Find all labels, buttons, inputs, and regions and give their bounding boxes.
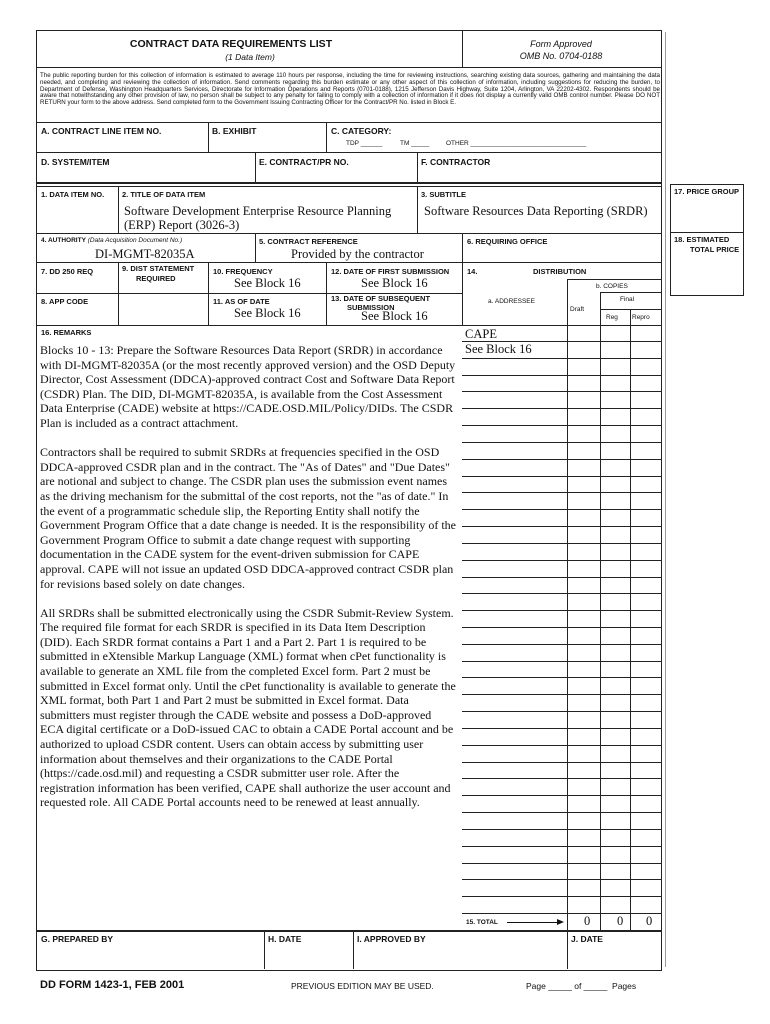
frequency-value[interactable]: See Block 16 [234,276,301,290]
dist-row-line [462,728,661,729]
data-item-no-label: 1. DATA ITEM NO. [41,190,105,199]
dist-row-line [462,812,661,813]
tdp-field[interactable]: TDP ______ [346,140,383,147]
remarks-paragraph: All SRDRs shall be submitted electronically using the CSDR Submit-Review System. The required file format for each SRDR is specified in its Data Item Description (DID). Each SRDR format contains a Part 1 and a Part 2. Part 1 is required to be submitted in eXtensible Markup Language (XML) format when cPet functionality is available to generate an XML file from the completed Excel form. Part 2 must be submitted in Excel format only. Until the cPet functionality is available to generate the XML format, both Part 1 and Part 2 must be submitted in Excel format. Data submitters must register through the CADE website and possess a DoD-approved ECA digital certificate or a DoD-issued CAC to obtain a CADE Portal account and be authorized to upload CSDR content. Users can obtain access by submitting user information about themselves and their organizations to the CADE Portal (https://cade.osd.mil) and requesting a CSDR submitter user role. After the registration information has been verified, CAPE shall authorize the user account and requested role. All CADE Portal accounts need to be renewed at least annually. [40,605,456,810]
authority-label-text: 4. AUTHORITY [41,237,86,244]
distribution-label-num: 14. [467,267,478,276]
form-subtitle: (1 Data Item) [225,52,275,62]
dist-row-line [462,476,661,477]
omb-number: OMB No. 0704-0188 [519,51,603,61]
dist-row-line [462,644,661,645]
dist-row-line [462,778,661,779]
subtitle-label: 3. SUBTITLE [421,190,467,199]
dist-row-line [462,408,661,409]
dist-row-line [462,459,661,460]
tm-field[interactable]: TM _____ [400,140,430,147]
estimated-price-label-2: TOTAL PRICE [690,245,740,254]
form-title: CONTRACT DATA REQUIREMENTS LIST [129,38,333,50]
dist-row-line [462,577,661,578]
dist-statement-label-2: REQUIRED [136,274,176,283]
contract-reference-label: 5. CONTRACT REFERENCE [259,237,358,246]
total-reg[interactable]: 0 [617,914,624,928]
category-label: C. CATEGORY: [331,126,392,136]
remarks-label: 16. REMARKS [41,328,92,337]
previous-edition-note: PREVIOUS EDITION MAY BE USED. [291,981,434,991]
first-submission-label: 12. DATE OF FIRST SUBMISSION [331,267,450,276]
addressee-label: a. ADDRESSEE [488,298,535,305]
dist-row-line [462,896,661,897]
authority-label-sub: (Data Acquisition Document No.) [87,237,183,244]
dist-row-line [462,913,661,914]
authority-value[interactable]: DI-MGMT-82035A [95,247,195,261]
copies-label: b. COPIES [596,283,628,290]
remarks-paragraph: Blocks 10 - 13: Prepare the Software Resources Data Report (SRDR) in accordance with DI-MGMT-82035A (or the most recently approved version) and the OSD Deputy Director, Cost Assessment (DDCA)-approved contract Cost and Software Data Report (CSDR) Plan. The DID, DI-MGMT-82035A, is available from the Cost Assessment Data Enterprise (CADE) website at https://CADE.OSD.MIL/Policy/DIDs. The CSDR Plan is included as a contract attachment. [40,343,456,430]
total-label: 15. TOTAL [466,919,498,926]
dist-row-line [462,829,661,830]
dist-row-line [462,391,661,392]
app-code-label: 8. APP CODE [41,297,89,306]
arrow-head-icon [557,919,564,925]
contract-pr-label: E. CONTRACT/PR NO. [259,157,349,167]
estimated-price-label-1: 18. ESTIMATED [674,235,730,244]
date-j-label: J. DATE [571,934,603,944]
subtitle-value[interactable]: Software Resources Data Reporting (SRDR) [424,204,648,218]
remarks-text[interactable] [40,343,456,825]
first-submission-value[interactable]: See Block 16 [361,276,428,290]
remarks-paragraph: Contractors shall be required to submit SRDRs at frequencies specified in the OSD DDCA-approved CSDR plan and in the contract. The "As of Dates" and "Due Dates" are notional and subject to change. The CSDR plan uses the submission event names as the driving mechanism for the submittal of the cost reports, not the "as of date." In the event of a programmatic schedule slip, the Reporting Entity shall notify the Government Program Office that a date change is needed. It is the responsibility of the Government Program Office to submit a date change request with supporting documentation in the CADE system for the event-driven submission for CAPE approval. CAPE will not issue an updated OSD DDCA-approved contract CSDR plan for revisions based solely on date changes. [40,445,456,591]
dist-row-line [462,694,661,695]
page-of-pages: Page _____ of _____ Pages [526,981,637,991]
approved-by-label: I. APPROVED BY [357,934,426,944]
dist-col-divider [630,309,631,930]
form-approved: Form Approved [530,39,592,49]
requiring-office-label: 6. REQUIRING OFFICE [467,237,548,246]
draft-label: Draft [570,306,585,313]
exhibit-label: B. EXHIBIT [212,126,257,136]
contract-reference-value[interactable]: Provided by the contractor [291,247,424,261]
subsequent-submission-value[interactable]: See Block 16 [361,309,428,323]
addressee-1[interactable]: CAPE [465,327,497,341]
dist-col-divider [600,292,601,930]
system-item-label: D. SYSTEM/ITEM [41,157,110,167]
title-of-data-item-value-line1[interactable]: Software Development Enterprise Resource Planning [124,204,392,218]
dist-row-line [462,711,661,712]
addressee-2[interactable]: See Block 16 [465,342,532,356]
total-repro[interactable]: 0 [646,914,653,928]
dist-row-line [462,442,661,443]
repro-label: Repro [632,314,650,321]
dist-row-line [462,425,661,426]
dist-row-line [462,795,661,796]
total-arrow [507,922,559,923]
dist-row-line [462,661,661,662]
distribution-label: DISTRIBUTION [533,267,587,276]
dist-row-line [462,593,661,594]
dist-row-line [462,846,661,847]
dist-row-line [462,627,661,628]
form-id: DD FORM 1423-1, FEB 2001 [40,979,185,991]
clin-label: A. CONTRACT LINE ITEM NO. [41,126,162,136]
subsequent-submission-label-1: 13. DATE OF SUBSEQUENT [331,294,431,303]
dist-row-line [462,492,661,493]
authority-label [41,237,182,244]
frequency-label: 10. FREQUENCY [213,267,273,276]
dist-row-line [462,509,661,510]
dist-col-divider [567,279,568,930]
date-h-label: H. DATE [268,934,302,944]
prepared-by-label: G. PREPARED BY [41,934,114,944]
contractor-label: F. CONTRACTOR [421,157,491,167]
as-of-date-value[interactable]: See Block 16 [234,306,301,320]
dist-row-line [462,863,661,864]
dist-row-line [462,677,661,678]
dist-row-line [462,375,661,376]
price-group-label: 17. PRICE GROUP [674,187,740,196]
dist-row-line [462,745,661,746]
dist-row-line [462,762,661,763]
subsequent-submission-label-2: SUBMISSION [347,303,395,312]
dist-row-line [462,526,661,527]
title-of-data-item-label: 2. TITLE OF DATA ITEM [122,190,206,199]
dist-row-line [462,358,661,359]
other-field[interactable]: OTHER ________________________________ [446,140,587,147]
dist-row-line [462,879,661,880]
dist-row-line [462,560,661,561]
final-label: Final [620,296,635,303]
dist-row-line [462,610,661,611]
dd250-label: 7. DD 250 REQ [41,267,94,276]
title-of-data-item-value-line2[interactable]: (ERP) Report (3026-3) [124,218,240,232]
dist-row-line [462,543,661,544]
dist-statement-label-1: 9. DIST STATEMENT [122,264,195,273]
reg-label: Reg [606,314,618,321]
total-draft[interactable]: 0 [584,914,591,928]
burden-notice: The public reporting burden for this collection of information is estimated to average 110 hours per response, including the time for reviewing instructions, searching existing data sources, gathering and maintaining the data needed, and completing and reviewing the collection of information. Send comments regarding this burden estimate or any other aspect of this collection of information, including suggestions for reducing the burden, to Department of Defense, Washington Headquarters Services, Directorate for Information Operations and Reports (0701-0188), 1215 Jefferson Davis Highway, Suite 1204, Arlington, VA 22202-4302. Respondents should be aware that notwithstanding any other provision of law, no person shall be subject to any penalty for failing to comply with a collection of information if it does not display a currently valid OMB control number. Please DO NOT RETURN your form to the above address. Send completed form to the Government Issuing Contracting Officer for the Contract/PR No. listed in Block E. [40,72,660,107]
as-of-date-label: 11. AS OF DATE [213,297,270,306]
